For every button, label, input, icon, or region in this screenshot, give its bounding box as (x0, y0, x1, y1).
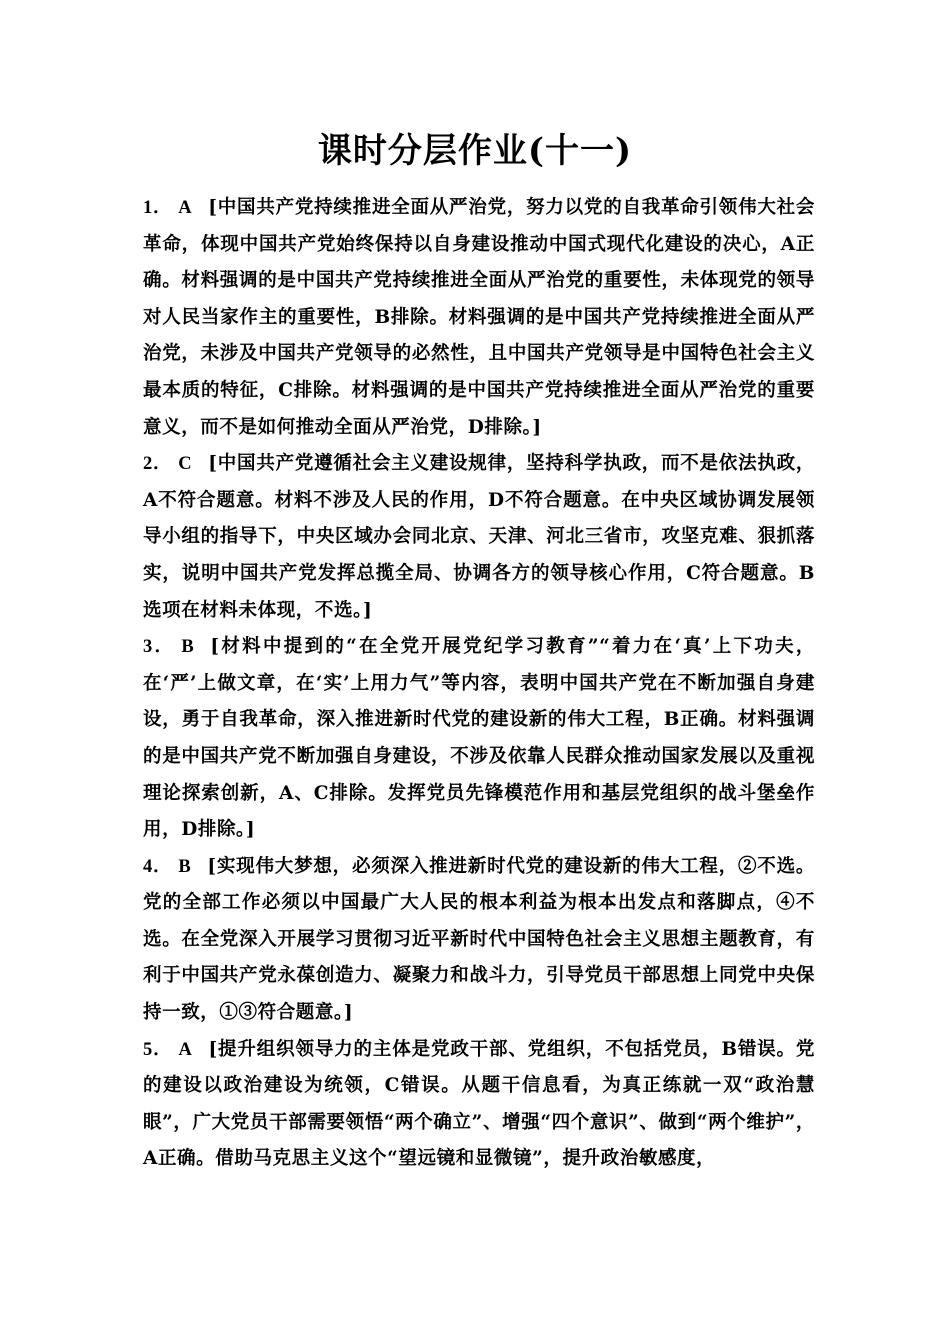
answer-explanation: [提升组织领导力的主体是党政干部、党组织，不包括党员，B错误。党的建设以政治建设为统领，C错误。从题干信息看，为真正练就一双“政治慧眼”，广大党员干部需要领悟“两个确立”、增强“四个意识”、做到“两个维护”，A正确。借助马克思主义这个“望远镜和显微镜”，提升政治敏感度， (143, 1038, 815, 1170)
answer-number: 4． (143, 856, 173, 877)
answer-explanation: [实现伟大梦想，必须深入推进新时代党的建设新的伟大工程，②不选。党的全部工作必须以中国最广大人民的根本利益为根本出发点和落脚点，④不选。在全党深入开展学习贯彻习近平新时代中国特色社会主义思想主题教育，有利于中国共产党永葆创造力、凝聚力和战斗力，引导党员干部思想上同党中央保持一致，①③符合题意。] (143, 855, 815, 1024)
answer-item-1 (143, 190, 815, 446)
answer-explanation: [材料中提到的“在全党开展党纪学习教育”“着力在‘真’上下功夫，在‘严’上做文章，在‘实’上用力气”等内容，表明中国共产党在不断加强自身建设，勇于自我革命，深入推进新时代党的建设新的伟大工程，B正确。材料强调的是中国共产党不断加强自身建设，不涉及依靠人民群众推动国家发展以及重视理论探索创新，A、C排除。发挥党员先锋模范作用和基层党组织的战斗堡垒作用，D排除。] (143, 636, 816, 841)
answer-item-2 (143, 446, 815, 629)
answer-item-3 (143, 629, 815, 849)
answer-option: A (178, 1039, 193, 1060)
page-title: 课时分层作业(十一) (317, 131, 633, 171)
answer-list (143, 190, 815, 1178)
answer-option: B (178, 856, 192, 877)
answer-item-4 (143, 849, 815, 1032)
answer-number: 1． (143, 198, 173, 218)
answer-explanation: [中国共产党持续推进全面从严治党，努力以党的自我革命引领伟大社会革命，体现中国共产党始终保持以自身建设推动中国式现代化建设的决心，A正确。材料强调的是中国共产党持续推进全面从严治党的重要性，未体现党的领导对人民当家作主的重要性，B排除。材料强调的是中国共产党持续推进全面从严治党，未涉及中国共产党领导的必然性，且中国共产党领导是中国特色社会主义最本质的特征，C排除。材料强调的是中国共产党持续推进全面从严治党的重要意义，而不是如何推动全面从严治党，D排除。] (143, 197, 815, 438)
answer-option: B (181, 637, 195, 658)
answer-explanation: [中国共产党遵循社会主义建设规律，坚持科学执政，而不是依法执政，A不符合题意。材料不涉及人民的作用，D不符合题意。在中央区域协调发展领导小组的指导下，中央区域办会同北京、天津、河北三省市，攻坚克难、狠抓落实，说明中国共产党发挥总揽全局、协调各方的领导核心作用，C符合题意。B选项在材料未体现，不选。] (143, 453, 815, 621)
answer-number: 5． (143, 1039, 173, 1060)
answer-number: 2． (143, 454, 173, 475)
answer-item-5 (143, 1032, 815, 1178)
answer-number: 3． (143, 637, 176, 658)
answer-option: A (178, 198, 193, 218)
answer-option: C (178, 454, 193, 475)
